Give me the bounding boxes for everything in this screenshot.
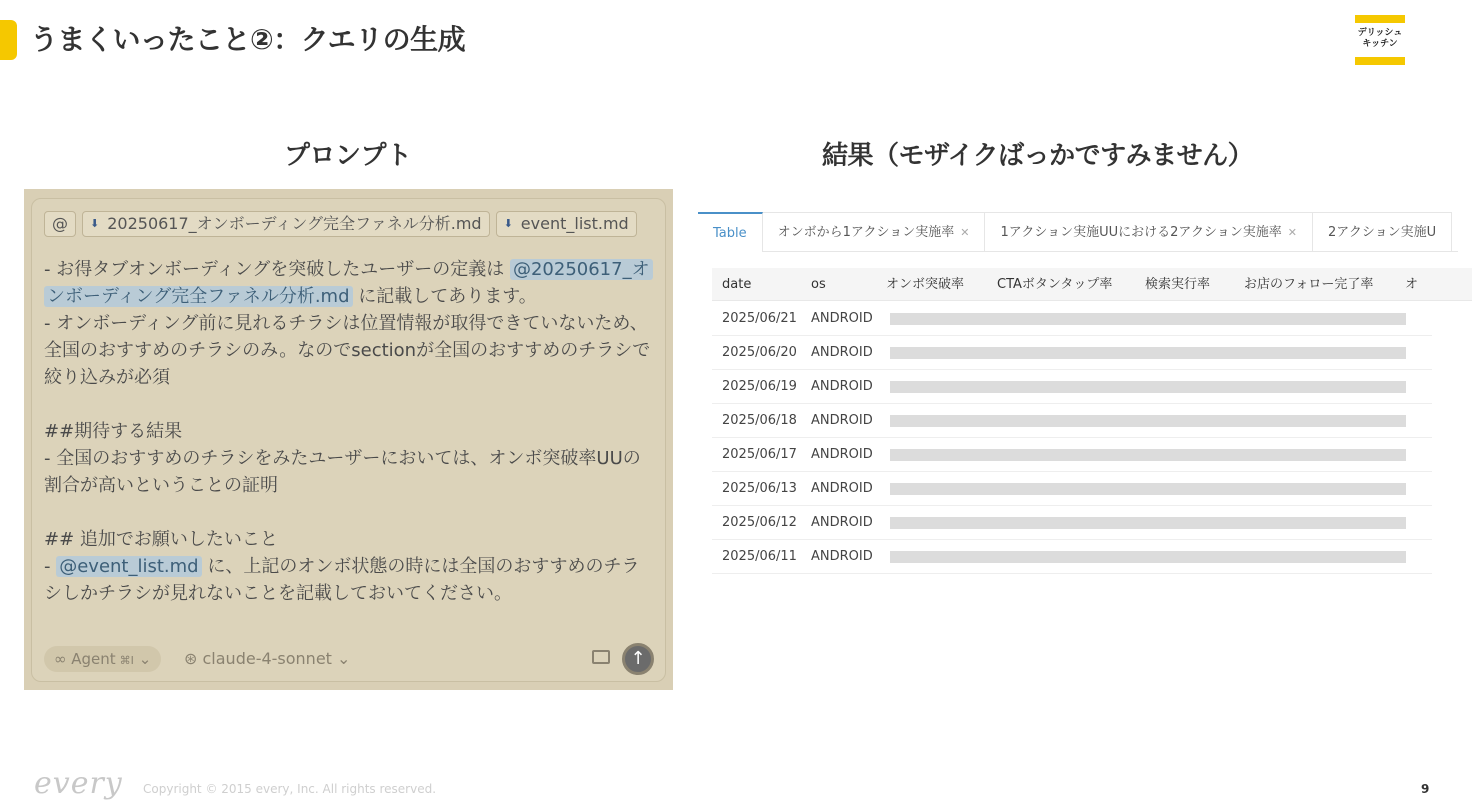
table-header — [712, 268, 1472, 301]
cell-date: 2025/06/12 — [722, 515, 797, 530]
cell-date: 2025/06/21 — [722, 311, 797, 326]
mosaic-redaction — [890, 517, 1406, 529]
tab-label: 1アクション実施UUにおける2アクション実施率 — [1000, 225, 1282, 240]
file-mention[interactable]: @event_list.md — [56, 556, 201, 577]
cell-os: ANDROID — [811, 481, 873, 496]
cell-date: 2025/06/13 — [722, 481, 797, 496]
cell-date: 2025/06/18 — [722, 413, 797, 428]
column-header-os[interactable]: os — [811, 277, 826, 292]
prompt-line — [44, 256, 654, 283]
logo-stripe-top — [1355, 15, 1405, 23]
chip-file-label: event_list.md — [520, 214, 629, 233]
column-header-onboarding-rate[interactable]: オンボ突破率 — [886, 277, 965, 292]
logo-text — [1355, 28, 1405, 50]
send-button[interactable] — [622, 643, 654, 675]
prompt-heading: プロンプト — [284, 141, 412, 171]
prompt-line: 絞り込みが必須 — [44, 367, 170, 388]
arrow-up-icon: ↑ — [630, 648, 646, 669]
prompt-text-span: に、上記のオンボ状態の時には全国のおすすめのチラ — [201, 556, 640, 577]
mosaic-redaction — [890, 449, 1406, 461]
table-row[interactable] — [712, 336, 1432, 370]
cell-date: 2025/06/19 — [722, 379, 797, 394]
prompt-text-span: - — [44, 556, 57, 577]
chip-at-label: @ — [52, 214, 68, 233]
tab-label: オンボから1アクション実施率 — [777, 225, 955, 240]
tab-query-result[interactable] — [763, 212, 986, 252]
table-row[interactable] — [712, 472, 1432, 506]
table-row[interactable] — [712, 540, 1432, 574]
mosaic-redaction — [890, 483, 1406, 495]
context-file-chip[interactable] — [496, 211, 637, 237]
cell-os: ANDROID — [811, 379, 873, 394]
close-icon[interactable]: ✕ — [960, 226, 970, 239]
cell-date: 2025/06/20 — [722, 345, 797, 360]
prompt-line: シしかチラシが見れないことを記載しておいてください。 — [44, 583, 512, 604]
context-chips — [44, 211, 637, 237]
model-selector[interactable] — [184, 646, 350, 672]
file-icon: ⬇ — [90, 217, 100, 230]
prompt-text[interactable] — [44, 256, 654, 607]
tab-label: 2アクション実施U — [1327, 225, 1437, 240]
blank-line — [44, 391, 654, 418]
prompt-line — [44, 553, 654, 580]
delish-kitchen-logo — [1355, 15, 1405, 65]
mosaic-redaction — [890, 381, 1406, 393]
mosaic-redaction — [890, 551, 1406, 563]
result-heading: 結果（モザイクばっかですみません） — [822, 141, 1254, 171]
prompt-text-span: に記載してあります。 — [352, 286, 537, 307]
file-icon: ⬇ — [503, 217, 513, 230]
cell-os: ANDROID — [811, 413, 873, 428]
file-mention[interactable]: @20250617_オ — [510, 259, 653, 280]
mention-add-chip[interactable] — [44, 211, 76, 237]
agent-shortcut: ⌘I — [119, 654, 134, 667]
table-row[interactable] — [712, 506, 1432, 540]
logo-stripe-bottom — [1355, 57, 1405, 65]
cell-os: ANDROID — [811, 311, 873, 326]
file-mention[interactable]: ンボーディング完全ファネル分析.md — [44, 286, 353, 307]
table-row[interactable] — [712, 438, 1432, 472]
column-header-truncated[interactable]: オ — [1405, 277, 1419, 292]
slide-title: うまくいったこと②：クエリの生成 — [30, 23, 466, 56]
chip-file-label: 20250617_オンボーディング完全ファネル分析.md — [107, 214, 482, 233]
blank-line — [44, 499, 654, 526]
column-header-date[interactable]: date — [722, 277, 752, 292]
prompt-line: - 全国のおすすめのチラシをみたユーザーにおいては、オンボ突破率UUの — [44, 448, 641, 469]
chevron-down-icon: ⌄ — [331, 649, 351, 668]
mosaic-redaction — [890, 313, 1406, 325]
prompt-line: 割合が高いということの証明 — [44, 475, 278, 496]
logo-line-2: キッチン — [1362, 39, 1398, 49]
cell-os: ANDROID — [811, 515, 873, 530]
table-row[interactable] — [712, 370, 1432, 404]
prompt-line: ## 追加でお願いしたいこと — [44, 529, 278, 550]
agent-label: ∞ Agent — [54, 650, 116, 668]
prompt-line: - オンボーディング前に見れるチラシは位置情報が取得できていないため、 — [44, 313, 648, 334]
cell-date: 2025/06/17 — [722, 447, 797, 462]
cell-date: 2025/06/11 — [722, 549, 797, 564]
cell-os: ANDROID — [811, 447, 873, 462]
prompt-toolbar — [44, 646, 654, 672]
tab-query-result[interactable] — [985, 212, 1313, 252]
prompt-text-span: - お得タブオンボーディングを突破したユーザーの定義は — [44, 259, 510, 280]
every-logo: every — [34, 766, 123, 801]
title-accent-bar — [0, 20, 17, 60]
prompt-line: ##期待する結果 — [44, 421, 183, 442]
tab-query-result[interactable] — [1313, 212, 1452, 252]
prompt-screenshot — [24, 189, 673, 690]
table-row[interactable] — [712, 302, 1432, 336]
close-icon[interactable]: ✕ — [1287, 226, 1297, 239]
copyright-text: Copyright © 2015 every, Inc. All rights reserved. — [143, 782, 437, 796]
tab-table[interactable] — [698, 212, 763, 252]
result-tabs — [698, 212, 1458, 252]
chevron-down-icon: ⌄ — [138, 650, 152, 668]
column-header-search-rate[interactable]: 検索実行率 — [1145, 277, 1211, 292]
context-file-chip[interactable] — [82, 211, 490, 237]
page-number: 9 — [1421, 782, 1430, 796]
prompt-line — [44, 283, 654, 310]
table-row[interactable] — [712, 404, 1432, 438]
cell-os: ANDROID — [811, 345, 873, 360]
cell-os: ANDROID — [811, 549, 873, 564]
image-attach-icon[interactable] — [592, 650, 610, 664]
column-header-follow-rate[interactable]: お店のフォロー完了率 — [1244, 277, 1374, 292]
prompt-input-box[interactable] — [31, 198, 666, 682]
prompt-line: 全国のおすすめのチラシのみ。なのでsectionが全国のおすすめのチラシで — [44, 340, 651, 361]
mosaic-redaction — [890, 347, 1406, 359]
column-header-cta-tap-rate[interactable]: CTAボタンタップ率 — [997, 277, 1113, 292]
model-label: claude-4-sonnet — [202, 649, 332, 668]
result-screenshot — [698, 212, 1437, 572]
agent-mode-selector[interactable] — [44, 646, 161, 672]
brain-icon: ⊛ — [184, 649, 203, 668]
tab-label: Table — [713, 226, 747, 241]
mosaic-redaction — [890, 415, 1406, 427]
logo-line-1: デリッシュ — [1357, 28, 1403, 38]
